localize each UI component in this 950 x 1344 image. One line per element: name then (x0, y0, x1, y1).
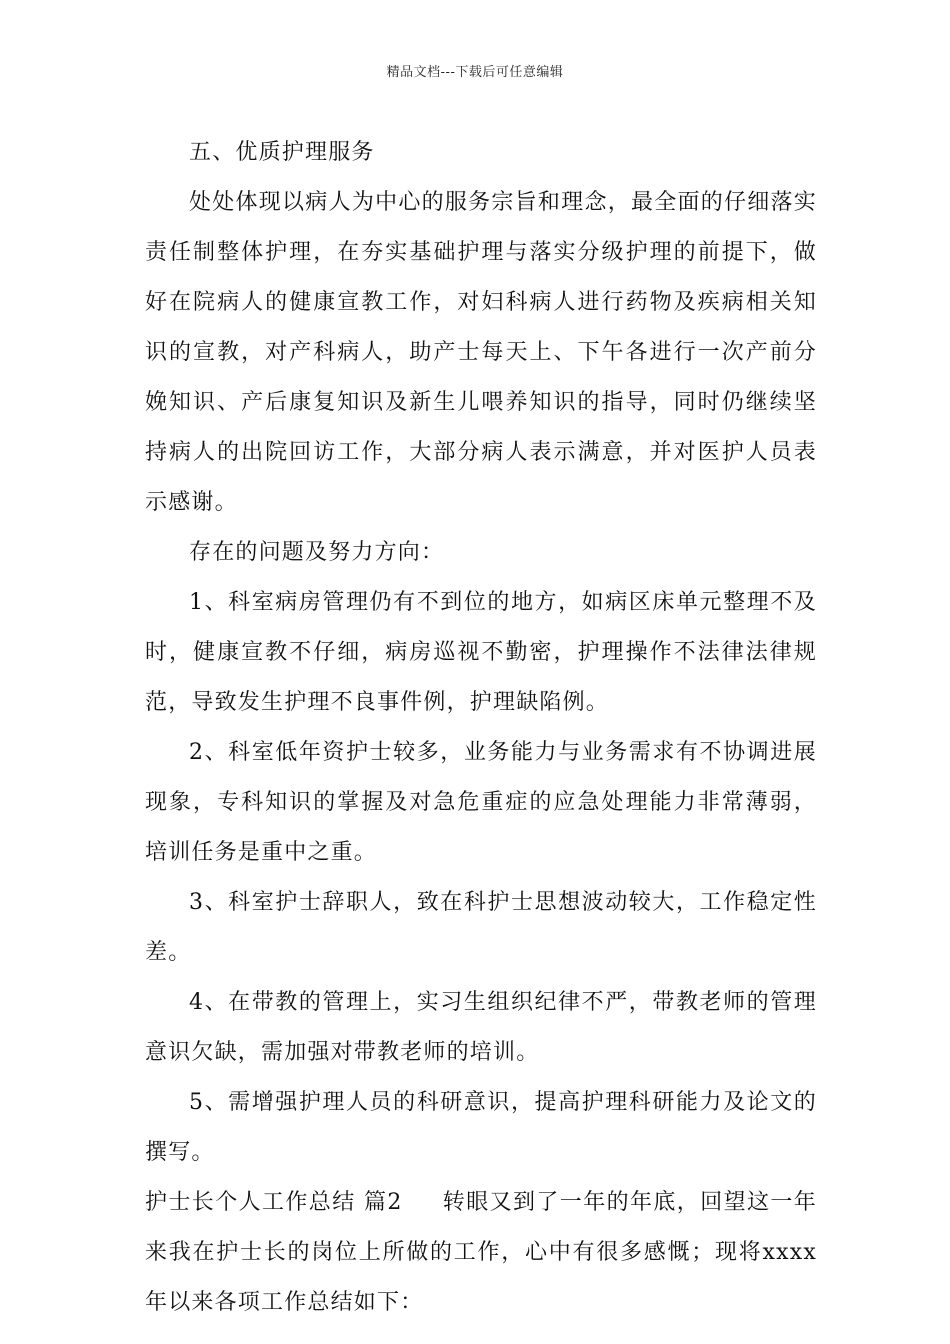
section-paragraph: 处处体现以病人为中心的服务宗旨和理念，最全面的仔细落实责任制整体护理，在夯实基础护理与落实分级护理的前提下，做好在院病人的健康宣教工作，对妇科病人进行药物及疾病相关知识的宣教，对产科病人，助产士每天上、下午各进行一次产前分娩知识、产后康复知识及新生儿喂养知识的指导，同时仍继续坚持病人的出院回访工作，大部分病人表示满意，并对医护人员表示感谢。 (145, 190, 817, 515)
problem-item-2: 2、科室低年资护士较多，业务能力与业务需求有不协调进展现象，专科知识的掌握及对急危重症的应急处理能力非常薄弱，培训任务是重中之重。 (145, 740, 817, 865)
part2-title: 护士长个人工作总结 篇2 (145, 1190, 403, 1215)
section-title: 五、优质护理服务 (189, 140, 375, 165)
problem-item-5: 5、需增强护理人员的科研意识，提高护理科研能力及论文的撰写。 (145, 1090, 817, 1165)
document-body (145, 128, 817, 1328)
problem-item-3: 3、科室护士辞职人，致在科护士思想波动较大，工作稳定性差。 (145, 890, 817, 965)
part2-paragraph (145, 1178, 817, 1328)
page-header: 精品文档---下载后可任意编辑 (386, 65, 564, 80)
problem-item-4: 4、在带教的管理上，实习生组织纪律不严，带教老师的管理意识欠缺，需加强对带教老师的培训。 (145, 990, 817, 1065)
problems-heading: 存在的问题及努力方向： (189, 540, 445, 565)
problem-item-1: 1、科室病房管理仍有不到位的地方，如病区床单元整理不及时，健康宣教不仔细，病房巡视不勤密，护理操作不法律法律规范，导致发生护理不良事件例，护理缺陷例。 (145, 590, 817, 715)
part2-intro: 转眼又到了一年的年底，回望这一年来我在护士长的岗位上所做的工作，心中有很多感慨；现将xxxx年以来各项工作总结如下： (145, 1190, 817, 1315)
